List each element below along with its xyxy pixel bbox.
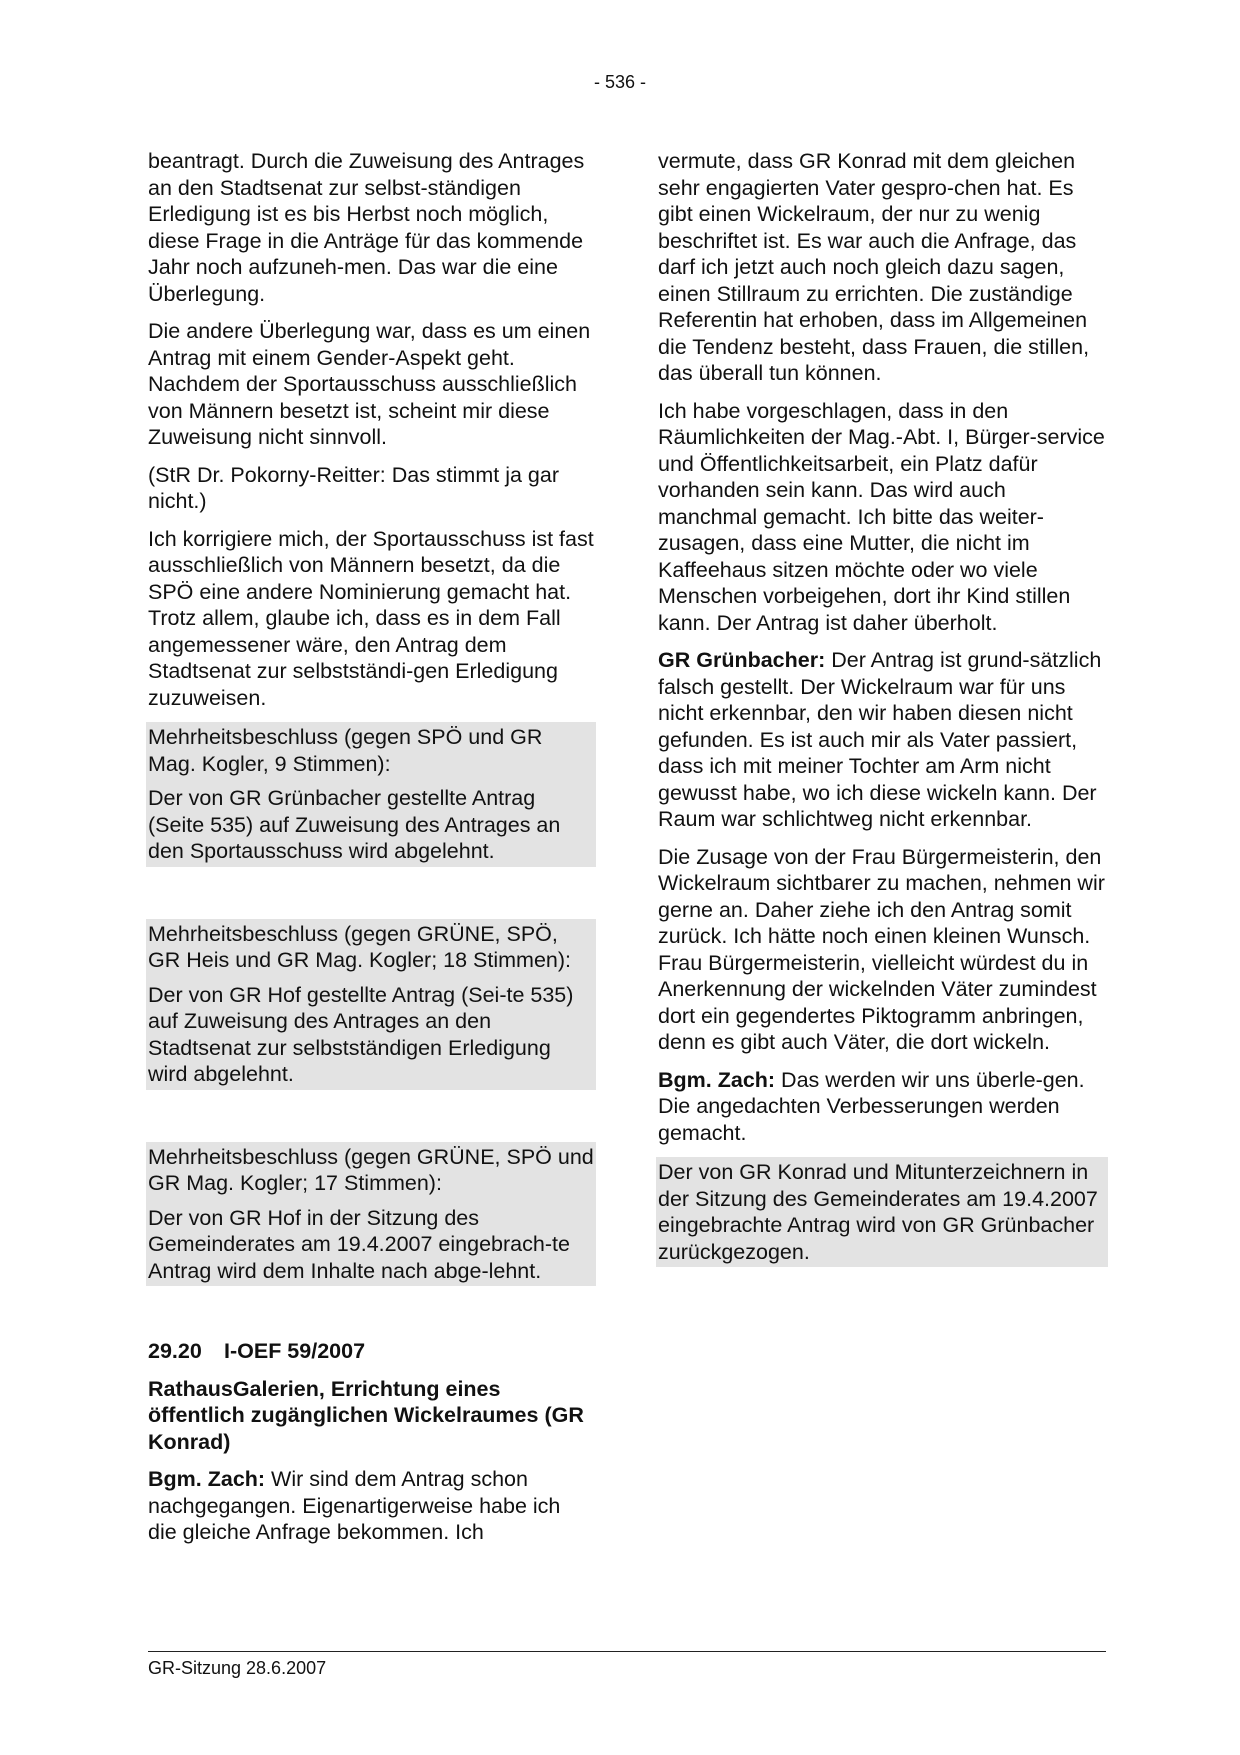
agenda-item-heading xyxy=(148,1338,594,1365)
left-paragraph-1: beantragt. Durch die Zuweisung des Antrages an den Stadtsenat zur selbst-ständigen Erledigung ist es bis Herbst noch möglich, diese Frage in die Anträge für das kommende Jahr noch aufzuneh-men. Das war die eine Überlegung. xyxy=(148,149,585,306)
speaker-name: Bgm. Zach: xyxy=(658,1067,776,1092)
left-paragraph-4: Ich korrigiere mich, der Sportausschuss ist fast ausschließlich von Männern besetzt, da die SPÖ eine andere Nominierung gemacht hat. Trotz allem, glaube ich, dass es in dem Fall angemessener wäre, den Antrag dem Stadtsenat zur selbstständi-gen Erledigung zuzuweisen. xyxy=(148,526,594,710)
resolution-3-header: Mehrheitsbeschluss (gegen GRÜNE, SPÖ und GR Mag. Kogler; 17 Stimmen): xyxy=(148,1144,594,1195)
spacer xyxy=(148,867,594,919)
left-paragraph-2: Die andere Überlegung war, dass es um einen Antrag mit einem Gender-Aspekt geht. Nachdem der Sportausschuss ausschließlich von Männern besetzt ist, scheint mir diese Zuweisung nicht sinnvoll. xyxy=(148,319,591,449)
footer-text: GR-Sitzung 28.6.2007 xyxy=(148,1658,327,1678)
right-paragraph-2: Ich habe vorgeschlagen, dass in den Räumlichkeiten der Mag.-Abt. I, Bürger-service und Öffentlichkeitsarbeit, ein Platz dafür vorhanden sein kann. Das wird auch manchmal gemacht. Ich bitte das weiter-zusagen, dass eine Mutter, die nicht im Kaffeehaus sitzen möchte oder wo viele Menschen vorbeigehen, dort ihr Kind stillen kann. Der Antrag ist daher überholt. xyxy=(658,398,1105,635)
speech-paragraph xyxy=(148,1466,594,1546)
left-column xyxy=(148,148,594,1557)
resolution-1-header: Mehrheitsbeschluss (gegen SPÖ und GR Mag. Kogler, 9 Stimmen): xyxy=(148,725,543,776)
page-number: - 536 - xyxy=(593,72,647,92)
resolution-3-text: Der von GR Hof in der Sitzung des Gemeinderates am 19.4.2007 eingebrach-te Antrag wird dem Inhalte nach abge-lehnt. xyxy=(148,1205,570,1283)
interjection: (StR Dr. Pokorny-Reitter: Das stimmt ja gar nicht.) xyxy=(148,462,559,513)
right-paragraph-3: Die Zusage von der Frau Bürgermeisterin, den Wickelraum sichtbarer zu machen, nehmen wir gerne an. Daher ziehe ich den Antrag somit zurück. Ich hätte noch einen kleinen Wunsch. Frau Bürgermeisterin, vielleicht würdest du in Anerkennung der wickelnden Väter zumindest dort ein gegendertes Piktogramm anbringen, denn es gibt auch Väter, die dort wickeln. xyxy=(658,844,1105,1054)
resolution-block-3 xyxy=(146,1142,596,1287)
speech-text: Wir sind dem Antrag schon nachgegangen. Eigenartigerweise habe ich die gleiche Anfrage bekommen. Ich xyxy=(148,1467,561,1544)
speaker-name: GR Grünbacher: xyxy=(658,648,826,672)
footer-divider xyxy=(148,1651,1106,1652)
resolution-2-text: Der von GR Hof gestellte Antrag (Sei-te 535) auf Zuweisung des Antrages an den Stadtsenat zur selbstständigen Erledigung wird abgelehnt. xyxy=(148,982,574,1086)
speech-text: Der Antrag ist grund-sätzlich falsch gestellt. Der Wickelraum war für uns nicht erkennbar, den wir haben diesen nicht gefunden. Es ist auch mir als Vater passiert, dass ich mit meiner Tochter am Arm nicht gewusst habe, wo ich diese wickeln kann. Der Raum war schlichtweg nicht erkennbar. xyxy=(658,648,1102,831)
speech-text: Das werden wir uns überle-gen. Die angedachten Verbesserungen werden gemacht. xyxy=(658,1067,1085,1145)
speaker-name: Bgm. Zach: xyxy=(148,1467,266,1491)
speech-paragraph xyxy=(658,1067,1106,1147)
resolution-block-4 xyxy=(656,1157,1108,1267)
resolution-block-1 xyxy=(146,722,596,867)
speech-paragraph xyxy=(658,647,1106,833)
agenda-item-number: 29.20 xyxy=(148,1339,202,1363)
resolution-block-2 xyxy=(146,919,596,1090)
right-column xyxy=(658,148,1106,1267)
resolution-4-text: Der von GR Konrad und Mitunterzeichnern in der Sitzung des Gemeinderates am 19.4.2007 eingebrachte Antrag wird von GR Grünbacher zurückgezogen. xyxy=(658,1160,1098,1264)
spacer xyxy=(148,1090,594,1142)
agenda-item-code: I-OEF 59/2007 xyxy=(224,1339,366,1363)
agenda-item-title: RathausGalerien, Errichtung eines öffentlich zugänglichen Wickelraumes (GR Konrad) xyxy=(148,1376,584,1454)
resolution-1-text: Der von GR Grünbacher gestellte Antrag (Seite 535) auf Zuweisung des Antrages an den Sportausschuss wird abgelehnt. xyxy=(148,786,561,863)
resolution-2-header: Mehrheitsbeschluss (gegen GRÜNE, SPÖ, GR Heis und GR Mag. Kogler; 18 Stimmen): xyxy=(148,921,571,972)
right-paragraph-1: vermute, dass GR Konrad mit dem gleichen sehr engagierten Vater gespro-chen hat. Es gibt einen Wickelraum, der nur zu wenig beschriftet ist. Es war auch die Anfrage, das darf ich jetzt auch noch gleich dazu sagen, einen Stillraum zu errichten. Die zuständige Referentin hat erhoben, dass im Allgemeinen die Tendenz besteht, dass Frauen, die stillen, das überall tun können. xyxy=(658,149,1090,385)
spacer xyxy=(148,1286,594,1338)
